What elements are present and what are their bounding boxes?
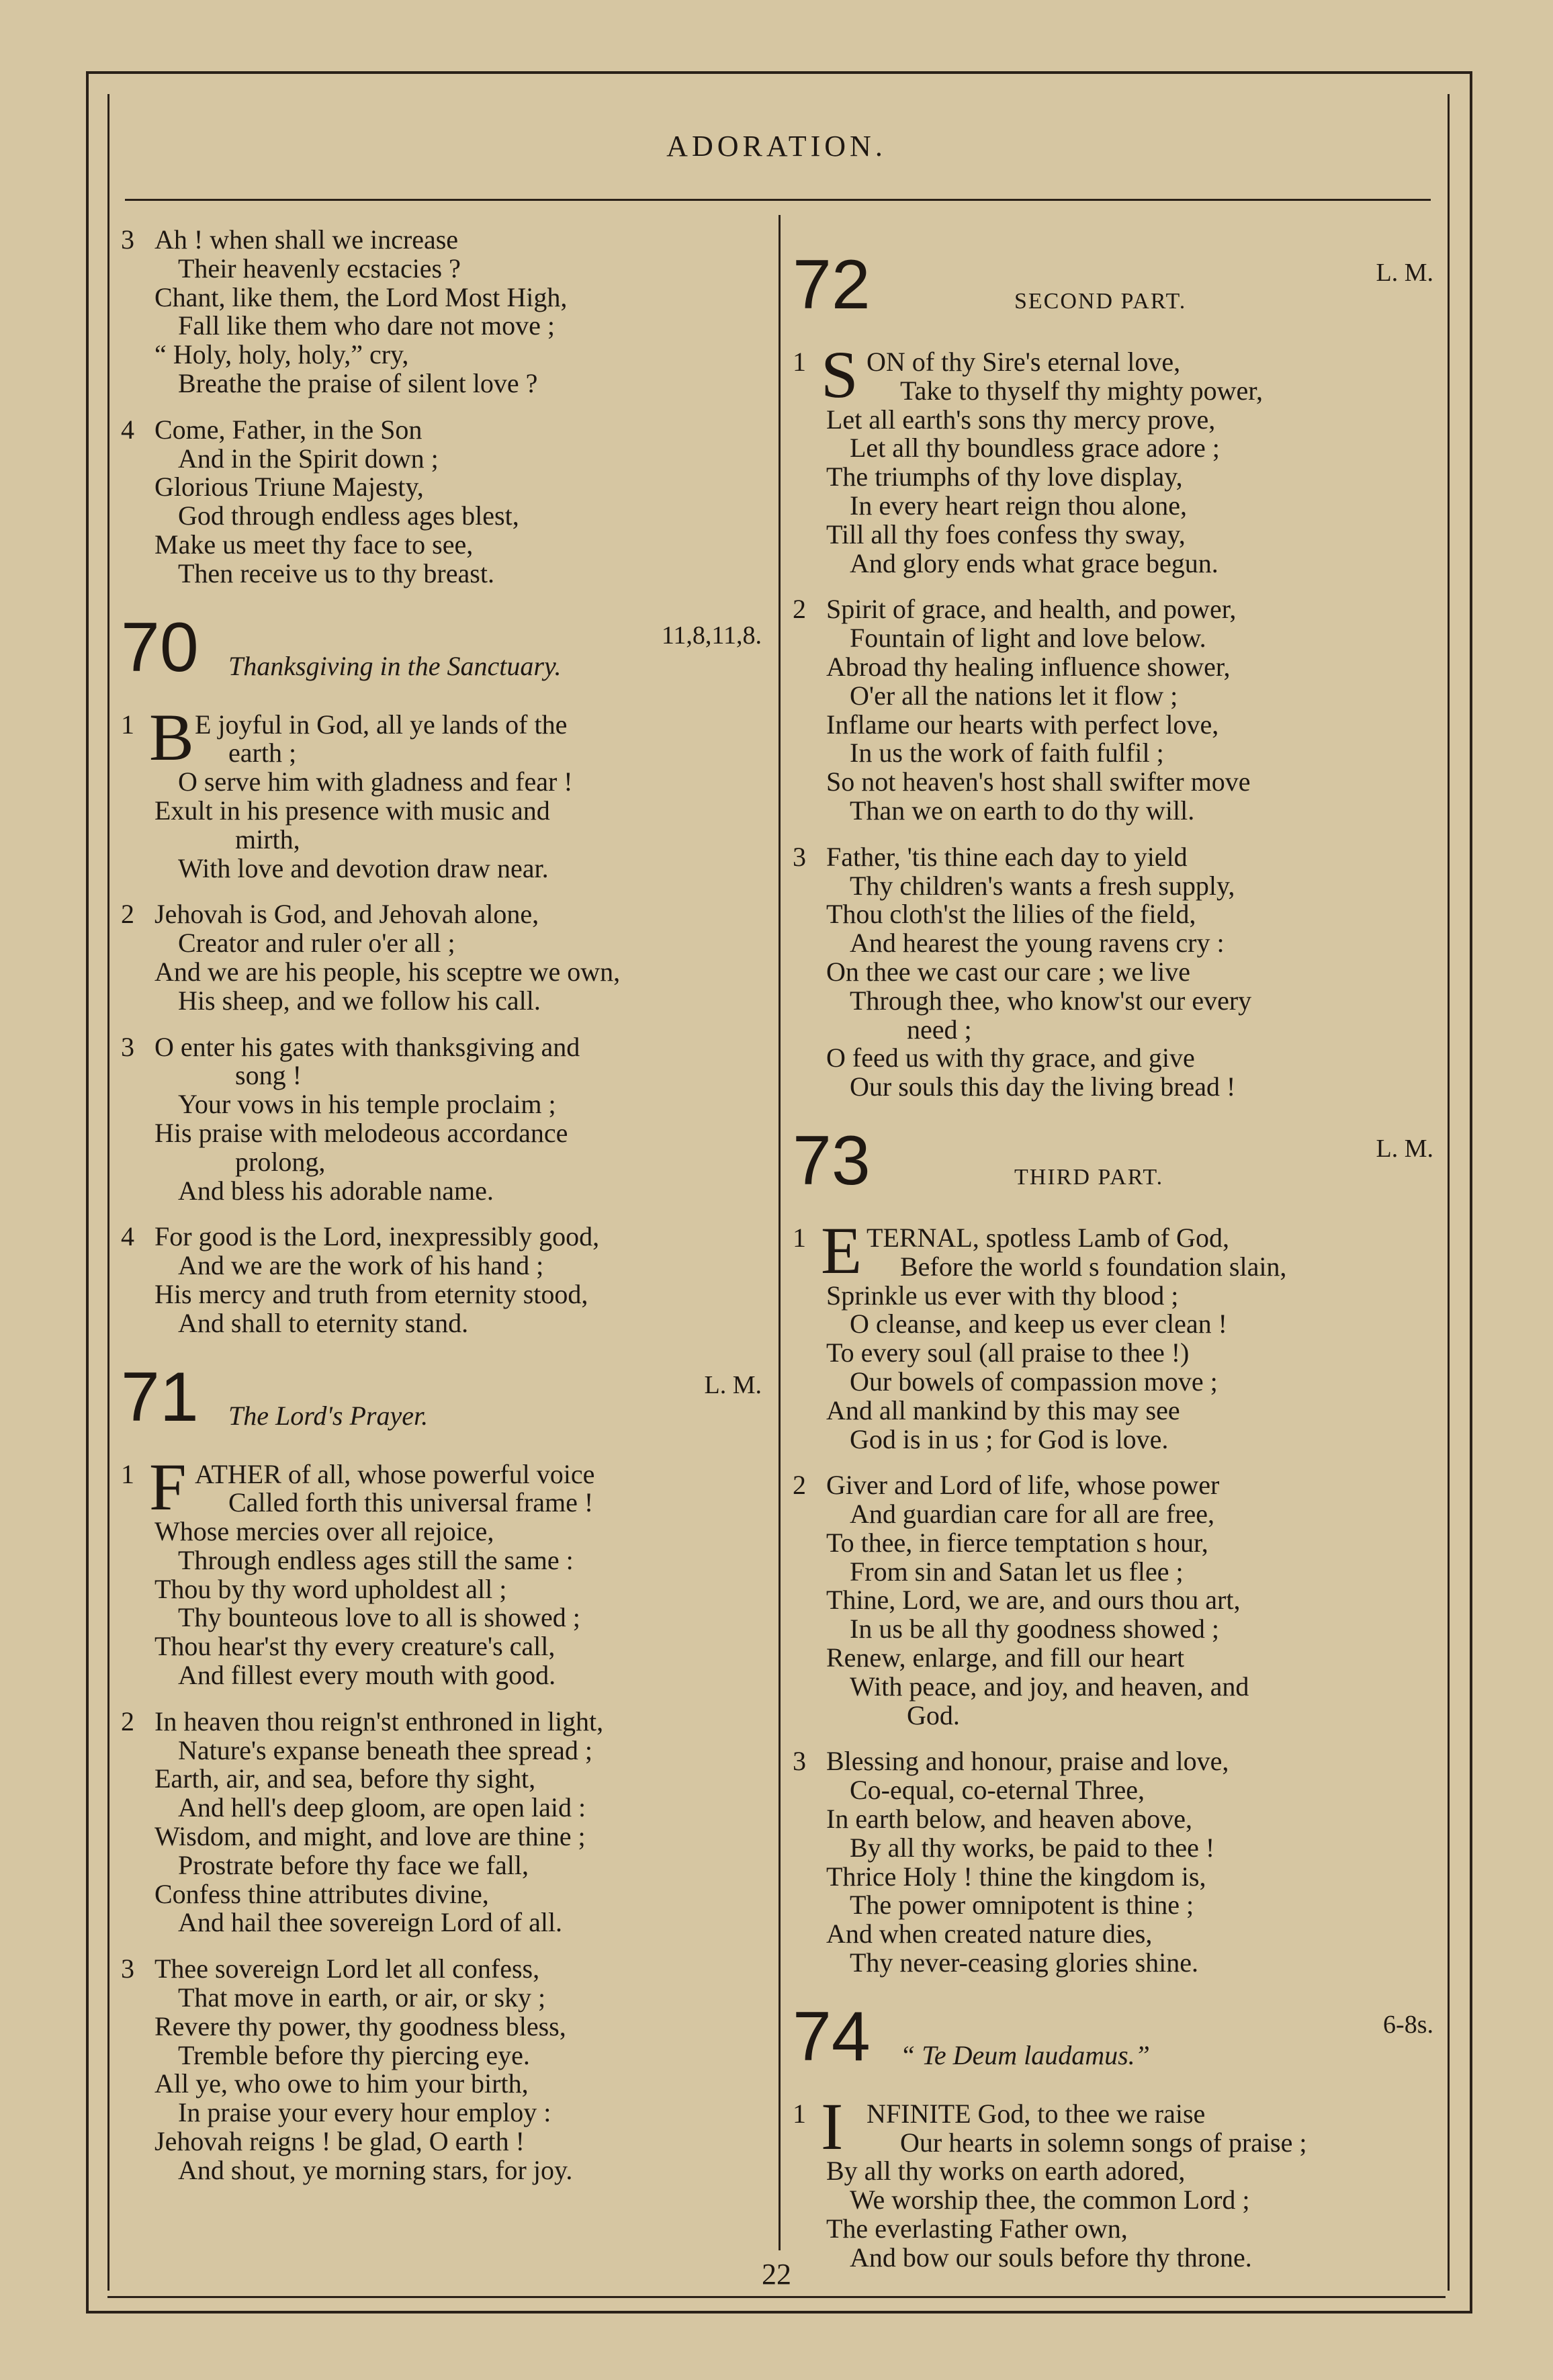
verse-line [121,1908,766,1937]
verse-text: NFINITE God, to thee we raise [867,2098,1206,2129]
verse-text: Creator and ruler o'er all ; [178,928,455,959]
verse-number: 3 [121,1031,134,1062]
verse-text: Thy never-ceasing glories shine. [850,1947,1199,1978]
verse-line [793,1397,1437,1425]
verse-text: Fall like them who dare not move ; [178,310,555,341]
verse-text: And in the Spirit down ; [178,443,439,474]
verse-text: Let all thy boundless grace adore ; [850,433,1220,464]
verse-number: 1 [793,2098,806,2129]
verse-line [793,406,1437,435]
verse [121,699,766,883]
verse-text: mirth, [235,824,300,854]
verse-text: Our souls this day the living bread ! [850,1071,1236,1102]
verse-text: Jehovah is God, and Jehovah alone, [154,899,539,930]
verse-line [121,1090,766,1119]
verse [793,1213,1437,1454]
verse-line [793,2186,1437,2215]
verse [121,416,766,588]
verse-line [793,624,1437,653]
verse-line [793,1471,1437,1500]
verse-text: Tremble before thy piercing eye. [178,2039,530,2070]
verse-line [793,1673,1437,1702]
verse [121,1708,766,1937]
header-rule [125,199,1431,201]
verse-line [121,1489,766,1517]
verse-number: 2 [793,594,806,625]
verse-line [793,987,1437,1016]
verse-text: In earth below, and heaven above, [826,1804,1192,1835]
verse-text: Sprinkle us ever with thy blood ; [826,1280,1179,1311]
verse-text: Ah ! when shall we increase [154,224,459,255]
verse-text: To thee, in fierce temptation s hour, [826,1527,1208,1558]
verse-text: Thou by thy word upholdest all ; [154,1573,507,1604]
verse-text: Wisdom, and might, and love are thine ; [154,1821,586,1852]
verse-line [121,768,766,797]
hymn-title: The Lord's Prayer. [228,1400,429,1431]
verse-line [121,283,766,312]
verse-text: And guardian care for all are free, [850,1499,1215,1530]
hymn-title: THIRD PART. [1014,1164,1164,1190]
verse-line [121,1765,766,1794]
verse-text: Let all earth's sons thy mercy prove, [826,404,1216,435]
verse-text: Renew, enlarge, and fill our heart [826,1642,1185,1673]
verse-text: Thrice Holy ! thine the kingdom is, [826,1861,1206,1892]
verse-line [793,1044,1437,1073]
verse-text: Take to thyself thy mighty power, [900,375,1263,406]
verse-line [793,1702,1437,1730]
verse-line [793,2215,1437,2244]
verse-text: Through thee, who know'st our every [850,985,1252,1016]
hymn-meter: L. M. [704,1370,762,1399]
hymn-meter: 6-8s. [1383,2010,1433,2039]
verse-line [121,1517,766,1546]
verse-text: Whose mercies over all rejoice, [154,1516,494,1547]
verse-number: 2 [121,899,134,930]
drop-capital: S [821,337,858,412]
drop-capital: B [149,699,194,775]
verse-line [121,739,766,768]
verse-text: We worship thee, the common Lord ; [850,2185,1250,2215]
verse-text: Nature's expanse beneath thee spread ; [178,1734,592,1765]
verse-text: Inflame our hearts with perfect love, [826,709,1219,740]
verse-text: Father, 'tis thine each day to yield [826,841,1188,872]
left-column [121,226,766,2203]
verse-text: ATHER of all, whose powerful voice [195,1458,595,1489]
verse-line [121,502,766,531]
verse-text: O feed us with thy grace, and give [826,1043,1195,1073]
verse [793,1471,1437,1730]
verse-text: From sin and Satan let us flee ; [850,1556,1184,1587]
verse-line [793,549,1437,578]
verse-text: Thou cloth'st the lilies of the field, [826,899,1196,930]
verse-text: God through endless ages blest, [178,500,519,531]
verse-text: Our hearts in solemn songs of praise ; [900,2127,1307,2158]
verse [121,1223,766,1337]
verse-line [793,682,1437,711]
verse-line [121,826,766,854]
footer-rule [107,2296,1446,2298]
verse-line [121,1575,766,1604]
verse-line [121,341,766,369]
verse-text: earth ; [228,738,297,768]
verse-line [793,2129,1437,2158]
verse-line [793,1310,1437,1339]
verse-number: 4 [121,1221,134,1252]
verse-number: 4 [121,414,134,445]
verse-text: In every heart reign thou alone, [850,490,1188,521]
verse-text: And all mankind by this may see [826,1395,1180,1425]
hymn-meter: L. M. [1376,1134,1433,1163]
verse-text: E joyful in God, all ye lands of the [195,709,568,740]
hymn-title: “ Te Deum laudamus.” [900,2039,1150,2070]
verse-text: Chant, like them, the Lord Most High, [154,281,568,312]
verse-text: By all thy works on earth adored, [826,2156,1186,2187]
verse-line [793,1949,1437,1978]
verse-line [121,369,766,398]
verse-text: O serve him with gladness and fear ! [178,766,573,797]
verse-number: 2 [793,1470,806,1501]
verse-line [121,1603,766,1632]
verse-line [121,854,766,883]
verse-text: And glory ends what grace begun. [850,547,1218,578]
hymn-number: 73 [793,1121,871,1200]
verse-line [121,987,766,1016]
verse-line [121,929,766,958]
verse-line [121,1177,766,1206]
verse-line [793,1834,1437,1863]
verse-text: And bow our souls before thy throne. [850,2242,1252,2273]
verse-text: ON of thy Sire's eternal love, [867,347,1181,377]
drop-capital: I [821,2088,844,2164]
verse-line [793,1529,1437,1558]
verse-text: His praise with melodeous accordance [154,1117,568,1148]
verse-number: 3 [121,1953,134,1984]
verse-line [793,929,1437,958]
verse-text: For good is the Lord, inexpressibly good, [154,1221,600,1252]
verse-text: Their heavenly ecstacies ? [178,253,461,283]
verse-line [793,1282,1437,1311]
verse-text: And hell's deep gloom, are open laid : [178,1792,586,1823]
verse-text: The power omnipotent is thine ; [850,1890,1194,1921]
verse-line [793,1558,1437,1587]
verse-text: Than we on earth to do thy will. [850,795,1195,826]
verse-text: To every soul (all praise to thee !) [826,1337,1190,1368]
verse [793,1747,1437,1977]
verse-text: The everlasting Father own, [826,2213,1128,2244]
verse-line [121,445,766,474]
hymn-number: 70 [121,608,199,687]
verse-text: And shall to eternity stand. [178,1307,469,1338]
verse-number: 1 [121,1458,134,1489]
verse-text: Come, Father, in the Son [154,414,423,445]
verse-line [793,1747,1437,1776]
verse-line [121,797,766,826]
verse [121,1955,766,2185]
hymn-title: SECOND PART. [1014,289,1187,314]
verse-line [121,1851,766,1880]
verse-line [793,958,1437,987]
verse-text: Earth, air, and sea, before thy sight, [154,1763,536,1794]
verse-text: His sheep, and we follow his call. [178,985,541,1016]
verse-text: O cleanse, and keep us ever clean ! [850,1309,1227,1339]
verse-line [793,377,1437,406]
verse-line [793,1500,1437,1529]
verse-text: In us be all thy goodness showed ; [850,1614,1219,1644]
verse-text: Glorious Triune Majesty, [154,472,424,502]
verse-text: Thy bounteous love to all is showed ; [178,1602,580,1633]
verse-text: Prostrate before thy face we fall, [178,1849,529,1880]
verse-line [121,312,766,341]
verse-text: prolong, [235,1146,326,1177]
verse-line [793,2244,1437,2273]
verse-line [793,2157,1437,2186]
verse-line [793,595,1437,624]
verse-text: That move in earth, or air, or sky ; [178,1982,546,2013]
verse-line [121,1309,766,1338]
verse-line [121,1280,766,1309]
verse-line [121,1984,766,2013]
hymn-meter: 11,8,11,8. [661,621,762,650]
verse-text: Make us meet thy face to see, [154,529,474,560]
hymn-header [121,608,766,699]
hymn-header [793,246,1437,336]
verse-line [793,1805,1437,1834]
verse-number: 3 [793,841,806,872]
verse-line [121,255,766,283]
verse-text: God. [907,1700,960,1730]
verse-line [121,1661,766,1690]
verse-line [793,521,1437,549]
verse [121,226,766,398]
verse-text: On thee we cast our care ; we live [826,956,1190,987]
verse-line [121,1708,766,1736]
verse-line [121,416,766,445]
verse-line [793,1863,1437,1892]
verse [793,843,1437,1102]
verse-line [793,797,1437,826]
verse-line [121,1822,766,1851]
verse-line [121,1119,766,1148]
verse-line [793,1073,1437,1102]
verse-text: Confess thine attributes divine, [154,1878,489,1909]
verse-text: TERNAL, spotless Lamb of God, [867,1222,1229,1253]
verse-line [793,768,1437,797]
verse-text: With love and devotion draw near. [178,852,549,883]
verse-text: Our bowels of compassion move ; [850,1366,1218,1397]
verse [793,337,1437,578]
verse-text: “ Holy, holy, holy,” cry, [154,339,409,370]
verse-line [121,226,766,255]
verse [121,900,766,1015]
verse-text: Called forth this universal frame ! [228,1487,594,1518]
verse-text: Through endless ages still the same : [178,1544,574,1575]
verse-text: Thy children's wants a fresh supply, [850,870,1235,901]
hymn-number: 71 [121,1358,199,1436]
verse-text: In praise your every hour employ : [178,2097,551,2128]
verse-text: Spirit of grace, and health, and power, [826,594,1237,625]
verse-line [793,434,1437,463]
verse-text: Co-equal, co-eternal Three, [850,1775,1145,1806]
verse-line [121,2070,766,2099]
verse-text: Till all thy foes confess thy sway, [826,519,1186,549]
verse-text: Then receive us to thy breast. [178,558,494,588]
verse-line [121,1148,766,1177]
verse-line [793,711,1437,740]
verse-line [793,1368,1437,1397]
verse-number: 2 [121,1706,134,1736]
drop-capital: F [149,1449,187,1524]
verse-text: song ! [235,1060,302,1091]
verse-text: Thou hear'st thy every creature's call, [154,1631,556,1662]
verse [121,1033,766,1206]
verse-number: 3 [121,224,134,255]
verse-text: And shout, ye morning stars, for joy. [178,2154,573,2185]
verse-text: Blessing and honour, praise and love, [826,1746,1229,1777]
verse-text: And when created nature dies, [826,1919,1153,1949]
verse-line [793,492,1437,521]
verse-line [793,1891,1437,1920]
verse-line [121,473,766,502]
verse-text: Exult in his presence with music and [154,795,550,826]
verse-line [121,1223,766,1251]
verse-number: 1 [121,709,134,740]
running-head: ADORATION. [666,130,887,163]
verse-text: And bless his adorable name. [178,1175,494,1206]
verse-line [793,739,1437,768]
hymn-header [793,1121,1437,1212]
verse-text: Abroad thy healing influence shower, [826,651,1231,682]
verse-text: His mercy and truth from eternity stood, [154,1278,588,1309]
verse-line [121,531,766,560]
verse-line [121,560,766,588]
hymn-meter: L. M. [1376,259,1433,287]
verse-line [121,900,766,929]
verse-number: 1 [793,1222,806,1253]
verse-text: O enter his gates with thanksgiving and [154,1031,580,1062]
verse-text: Before the world s foundation slain, [900,1251,1287,1282]
verse-line [793,1339,1437,1368]
verse-line [121,1632,766,1661]
verse-line [121,1251,766,1280]
verse-number: 1 [793,347,806,377]
verse-line [121,2156,766,2185]
verse-text: Fountain of light and love below. [850,623,1206,654]
verse-text: By all thy works, be paid to thee ! [850,1832,1215,1863]
verse-line [121,958,766,987]
verse-line [793,1016,1437,1045]
verse-text: In heaven thou reign'st enthroned in light, [154,1706,604,1736]
verse-line [793,900,1437,929]
verse-text: Thine, Lord, we are, and ours thou art, [826,1585,1241,1616]
verse-text: Your vows in his temple proclaim ; [178,1089,556,1120]
verse-text: And fillest every mouth with good. [178,1660,556,1691]
verse-text: In us the work of faith fulfil ; [850,738,1164,768]
verse-text: And we are his people, his sceptre we own, [154,956,621,987]
verse-line [121,1880,766,1909]
verse-text: Giver and Lord of life, whose power [826,1470,1220,1501]
verse-line [121,1033,766,1062]
right-column [793,226,1437,2290]
verse-line [121,2041,766,2070]
verse-line [121,1736,766,1765]
verse-line [793,1253,1437,1282]
verse-text: With peace, and joy, and heaven, and [850,1671,1249,1702]
hymn-number: 74 [793,1997,871,2076]
hymn-header [121,1358,766,1448]
verse-line [121,1794,766,1822]
verse-text: Revere thy power, thy goodness bless, [154,2011,566,2041]
verse-line [793,843,1437,872]
verse [793,595,1437,825]
verse-line [793,1615,1437,1644]
verse [121,1449,766,1691]
verse-text: O'er all the nations let it flow ; [850,680,1178,711]
verse-line [793,463,1437,492]
verse-line [121,2099,766,2127]
verse-line [793,1425,1437,1454]
verse-line [121,1061,766,1090]
verse-line [793,653,1437,682]
verse-text: All ye, who owe to him your birth, [154,2068,529,2099]
verse-number: 3 [793,1746,806,1777]
verse-line [121,1546,766,1575]
verse-line [121,1955,766,1984]
verse-text: need ; [907,1014,972,1045]
hymn-title: Thanksgiving in the Sanctuary. [228,650,562,681]
verse [793,2088,1437,2273]
verse-text: Jehovah reigns ! be glad, O earth ! [154,2126,525,2157]
verse-line [121,2127,766,2156]
drop-capital: E [821,1213,862,1288]
verse-text: Breathe the praise of silent love ? [178,367,538,398]
verse-text: So not heaven's host shall swifter move [826,766,1251,797]
verse-text: And hail thee sovereign Lord of all. [178,1907,563,1938]
verse-text: Thee sovereign Lord let all confess, [154,1953,540,1984]
verse-line [121,2013,766,2041]
verse-line [793,1776,1437,1805]
verse-text: And we are the work of his hand ; [178,1250,544,1281]
verse-line [793,1920,1437,1949]
column-divider [779,215,781,2250]
hymn-number: 72 [793,246,871,324]
verse-text: And hearest the young ravens cry : [850,928,1225,959]
hymn-header [793,1997,1437,2088]
verse-text: The triumphs of thy love display, [826,461,1183,492]
verse-line [793,1644,1437,1673]
verse-line [793,1586,1437,1615]
verse-text: God is in us ; for God is love. [850,1423,1169,1454]
page-number: 22 [762,2258,791,2291]
verse-line [793,872,1437,901]
